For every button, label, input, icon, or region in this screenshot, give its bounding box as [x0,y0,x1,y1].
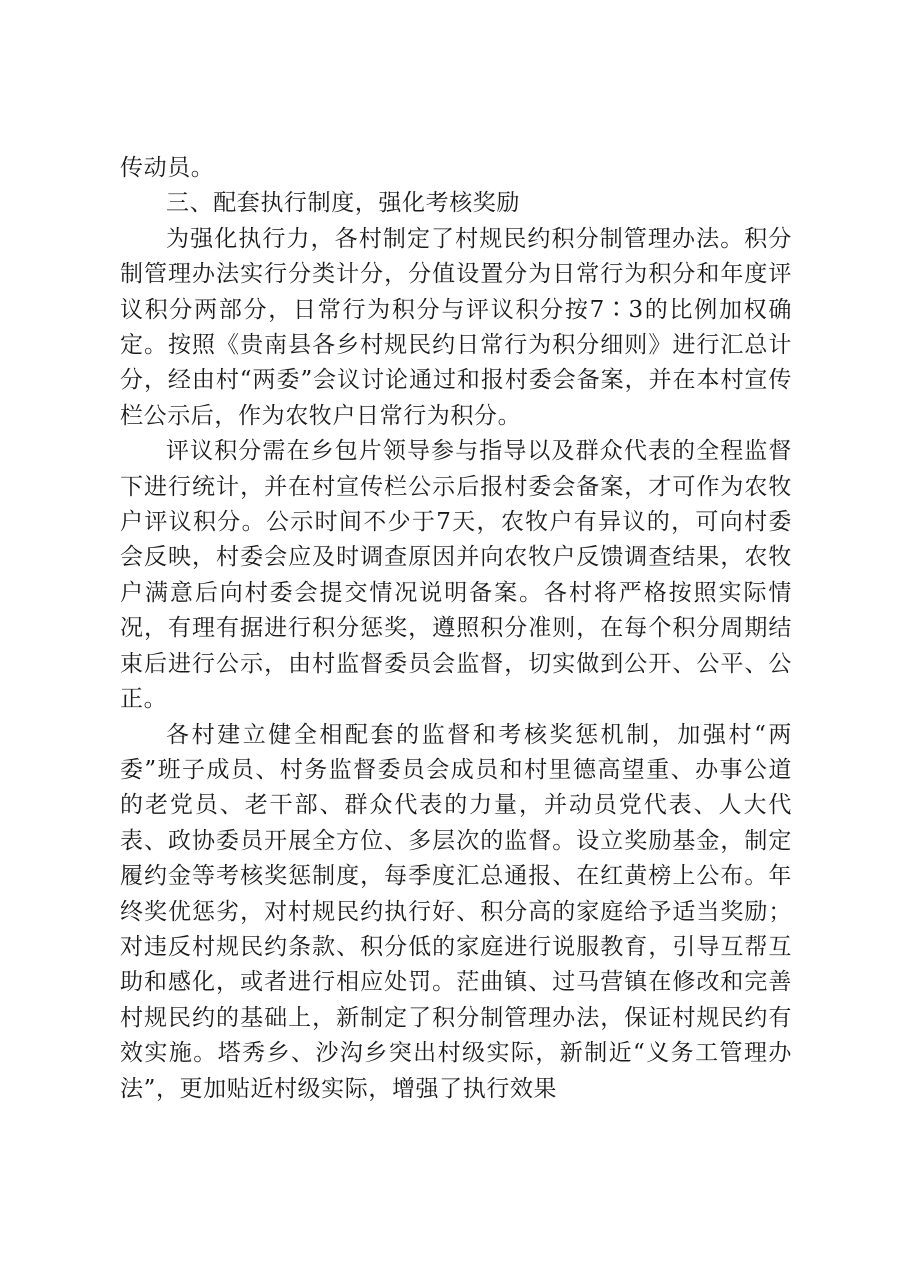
paragraph-supervision-mechanism: 各村建立健全相配套的监督和考核奖惩机制，加强村“两委”班子成员、村务监督委员会成员和村里德高望重、办事公道的老党员、老干部、群众代表的力量，并动员党代表、人大代表、政协委员开展全方位、多层次的监督。设立奖励基金，制定履约金等考核奖惩制度，每季度汇总通报、在红黄榜上公布。年终奖优惩劣，对村规民约执行好、积分高的家庭给予适当奖励；对违反村规民约条款、积分低的家庭进行说服教育，引导互帮互助和感化，或者进行相应处罚。茫曲镇、过马营镇在修改和完善村规民约的基础上，新制定了积分制管理办法，保证村规民约有效实施。塔秀乡、沙沟乡突出村级实际，新制近“义务工管理办法”，更加贴近村级实际，增强了执行效果 [120,721,792,1102]
paragraph-points-system: 为强化执行力，各村制定了村规民约积分制管理办法。积分制管理办法实行分类计分，分值设置分为日常行为积分和年度评议积分两部分，日常行为积分与评议积分按7∶3的比例加权确定。按照《贵南县各乡村规民约日常行为积分细则》进行汇总计分，经由村“两委”会议讨论通过和报村委会备案，并在本村宣传栏公示后，作为农牧户日常行为积分。 [120,225,792,429]
paragraph-evaluation-points: 评议积分需在乡包片领导参与指导以及群众代表的全程监督下进行统计，并在村宣传栏公示后报村委会备案，才可作为农牧户评议积分。公示时间不少于7天，农牧户有异议的，可向村委会反映，村委会应及时调查原因并向农牧户反馈调查结果，农牧户满意后向村委会提交情况说明备案。各村将严格按照实际情况，有理有据进行积分惩奖，遵照积分准则，在每个积分周期结束后进行公示，由村监督委员会监督，切实做到公开、公平、公正。 [120,438,792,713]
continuation-line: 传动员。 [120,155,215,181]
section-heading: 三、配套执行制度，强化考核奖励 [166,190,520,217]
document-body [120,151,792,1107]
